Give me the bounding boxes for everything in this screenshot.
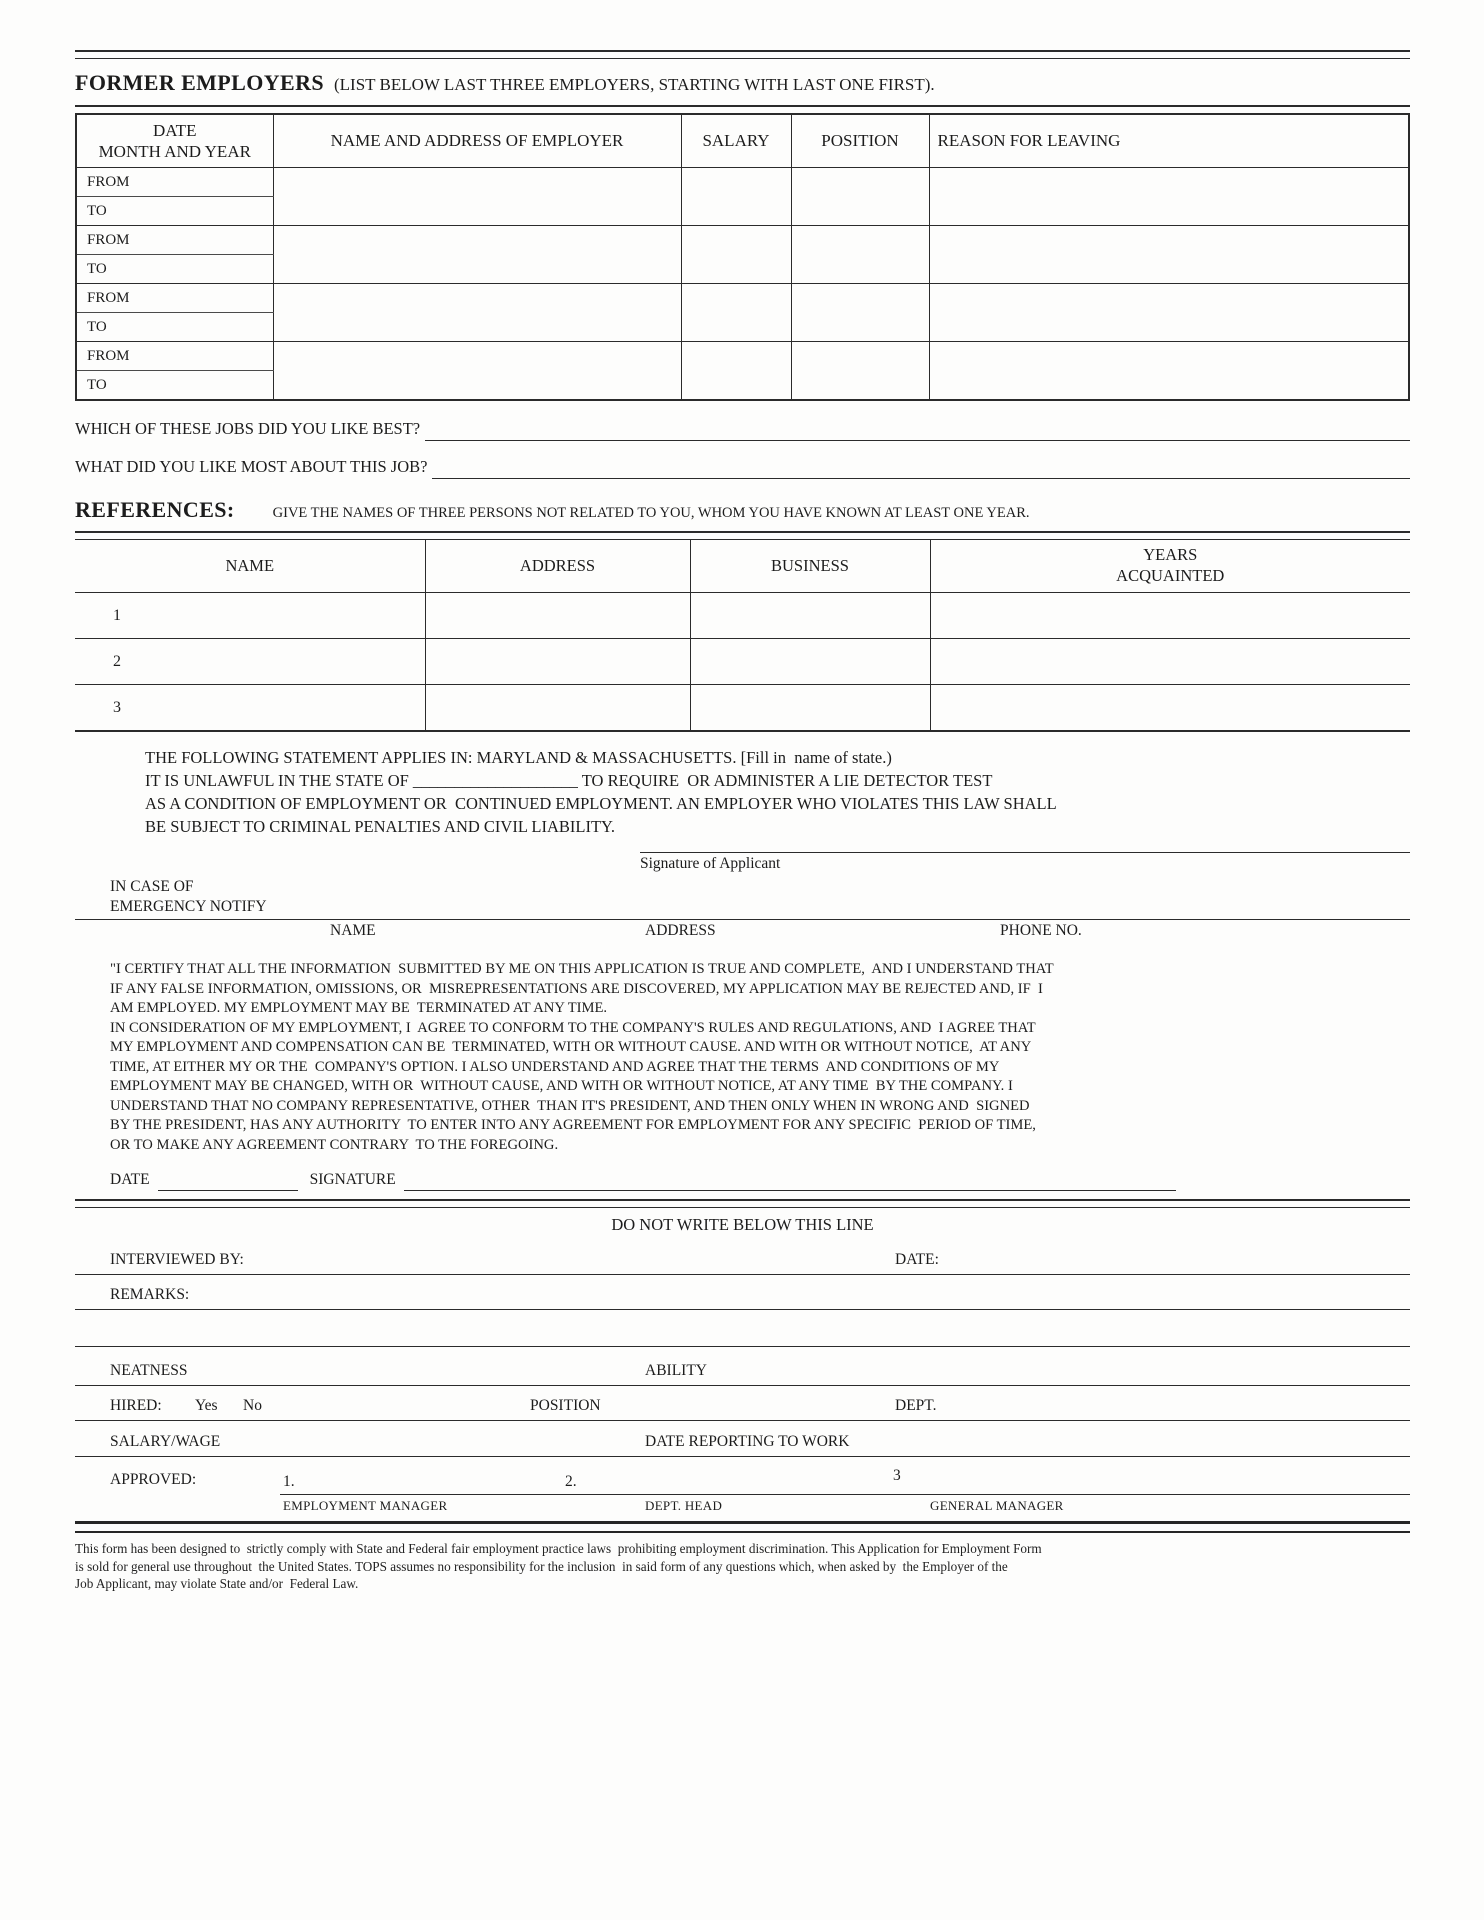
employer-2-salary-cell	[681, 226, 791, 284]
lie-detector-line-3: AS A CONDITION OF EMPLOYMENT OR CONTINUED EMPLOYMENT. AN EMPLOYER WHO VIOLATES THIS LAW SHALL	[145, 794, 1057, 813]
emergency-line-1: IN CASE OF	[110, 878, 194, 895]
salary-wage-row	[75, 1421, 1410, 1457]
interviewed-by-row	[75, 1240, 1410, 1275]
col-header-salary: SALARY	[681, 115, 791, 168]
employers-header-row	[76, 115, 1409, 168]
ref-col-header-business: BUSINESS	[690, 540, 930, 593]
reference-1-business-cell	[690, 593, 930, 639]
reference-3-number: 3	[75, 685, 425, 732]
col-header-date-line2: MONTH AND YEAR	[98, 142, 251, 161]
hired-no-label: No	[243, 1397, 262, 1414]
legal-footer	[75, 1540, 1410, 1593]
employer-3-name-cell	[273, 284, 681, 342]
former-employers-header	[75, 59, 1410, 105]
certification-line-5: MY EMPLOYMENT AND COMPENSATION CAN BE TERMINATED, WITH OR WITHOUT CAUSE. AND WITH OR WITHOUT NOTICE, AT ANY	[110, 1039, 1032, 1055]
references-subtitle: GIVE THE NAMES OF THREE PERSONS NOT RELATED TO YOU, WHOM YOU HAVE KNOWN AT LEAST ONE YEAR.	[272, 505, 1030, 521]
employer-3-salary-cell	[681, 284, 791, 342]
dept-head-label: DEPT. HEAD	[645, 1498, 723, 1513]
office-section-top-rule	[75, 1199, 1410, 1208]
ref-col-header-name: NAME	[75, 540, 425, 593]
ref-col-header-address: ADDRESS	[425, 540, 690, 593]
employer-3-from-row	[76, 284, 1409, 313]
approved-label: APPROVED:	[110, 1471, 197, 1488]
dept-label: DEPT.	[895, 1397, 937, 1414]
ability-label: ABILITY	[645, 1362, 707, 1379]
ref-col-header-years	[930, 540, 1410, 593]
certification-line-8: UNDERSTAND THAT NO COMPANY REPRESENTATIVE, OTHER THAN IT'S PRESIDENT, AND THEN ONLY WHEN IN WRONG AND SIGNED	[110, 1097, 1030, 1114]
certification-line-7: EMPLOYMENT MAY BE CHANGED, WITH OR WITHOUT CAUSE, AND WITH OR WITHOUT NOTICE, AT ANY TIME BY THE COMPANY. I	[110, 1078, 1013, 1094]
employer-2-name-cell	[273, 226, 681, 284]
employer-1-from-label: FROM	[76, 168, 273, 197]
emergency-name-label: NAME	[330, 922, 376, 939]
ref-col-header-years-line1: YEARS	[1143, 545, 1198, 565]
remarks-continuation-line	[75, 1310, 1410, 1347]
certification-line-9: BY THE PRESIDENT, HAS ANY AUTHORITY TO ENTER INTO ANY AGREEMENT FOR EMPLOYMENT FOR ANY SPECIFIC PERIOD OF TIME,	[110, 1117, 1036, 1133]
remarks-label: REMARKS:	[110, 1286, 190, 1303]
certification-line-6: TIME, AT EITHER MY OR THE COMPANY'S OPTION. I ALSO UNDERSTAND AND AGREE THAT THE TERMS AND CONDITIONS OF MY	[110, 1058, 1000, 1075]
employer-1-reason-cell	[929, 168, 1409, 226]
footer-line-3: Job Applicant, may violate State and/or Federal Law.	[75, 1576, 359, 1591]
employer-2-from-label: FROM	[76, 226, 273, 255]
references-table-top-rule	[75, 531, 1410, 540]
general-manager-label: GENERAL MANAGER	[930, 1498, 1064, 1513]
col-header-employer: NAME AND ADDRESS OF EMPLOYER	[273, 115, 681, 168]
salary-wage-label: SALARY/WAGE	[110, 1433, 221, 1450]
certification-line-10: OR TO MAKE ANY AGREEMENT CONTRARY TO THE FOREGOING.	[110, 1136, 559, 1153]
reference-1-years-cell	[930, 593, 1410, 639]
col-header-date	[76, 115, 273, 168]
reference-2-years-cell	[930, 639, 1410, 685]
approved-row	[75, 1457, 1410, 1495]
employer-3-position-cell	[791, 284, 929, 342]
certification-line-4: IN CONSIDERATION OF MY EMPLOYMENT, I AGREE TO CONFORM TO THE COMPANY'S RULES AND REGULATIONS, AND I AGREE THAT	[110, 1019, 1036, 1036]
employer-1-position-cell	[791, 168, 929, 226]
reference-1-address-cell	[425, 593, 690, 639]
employer-4-position-cell	[791, 342, 929, 401]
employer-1-salary-cell	[681, 168, 791, 226]
references-title: REFERENCES:	[75, 497, 235, 522]
emergency-line-2: EMERGENCY NOTIFY	[110, 898, 267, 915]
reference-row-2	[75, 639, 1410, 685]
employer-1-from-row	[76, 168, 1409, 197]
question-liked-most-row	[75, 453, 1410, 479]
lie-detector-statement	[145, 746, 1410, 838]
remarks-row	[75, 1275, 1410, 1310]
lie-detector-line-4: BE SUBJECT TO CRIMINAL PENALTIES AND CIVIL LIABILITY.	[145, 817, 615, 836]
date-reporting-label: DATE REPORTING TO WORK	[645, 1433, 850, 1450]
question-best-job-label: WHICH OF THESE JOBS DID YOU LIKE BEST?	[75, 419, 421, 438]
approved-number-3: 3	[893, 1467, 901, 1484]
employer-2-to-label: TO	[76, 255, 273, 284]
emergency-phone-label: PHONE NO.	[1000, 922, 1082, 939]
employer-3-reason-cell	[929, 284, 1409, 342]
emergency-labels-row	[75, 920, 1410, 944]
employer-2-position-cell	[791, 226, 929, 284]
approved-number-2: 2.	[565, 1473, 577, 1490]
signature-label: SIGNATURE	[309, 1171, 396, 1188]
employer-4-from-row	[76, 342, 1409, 371]
reference-row-1	[75, 593, 1410, 639]
employer-4-to-label: TO	[76, 371, 273, 401]
certification-line-2: IF ANY FALSE INFORMATION, OMISSIONS, OR MISREPRESENTATIONS ARE DISCOVERED, MY APPLICATION MAY BE REJECTED AND, IF I	[110, 980, 1043, 997]
lie-detector-line-1: THE FOLLOWING STATEMENT APPLIES IN: MARYLAND & MASSACHUSETTS. [Fill in name of state.)	[145, 748, 892, 767]
ref-col-header-years-line2: ACQUAINTED	[1116, 566, 1225, 585]
question-best-job-row	[75, 415, 1410, 441]
employment-manager-label: EMPLOYMENT MANAGER	[283, 1498, 448, 1513]
date-label: DATE	[110, 1171, 150, 1188]
emergency-notify-block	[75, 877, 1410, 920]
reference-3-address-cell	[425, 685, 690, 732]
former-employers-title: FORMER EMPLOYERS	[75, 70, 325, 95]
applicant-signature-block	[640, 852, 1410, 873]
date-blank-line	[158, 1166, 298, 1191]
question-best-job-answer-line	[425, 414, 1410, 441]
employer-2-from-row	[76, 226, 1409, 255]
employer-1-to-label: TO	[76, 197, 273, 226]
interviewed-by-label: INTERVIEWED BY:	[110, 1251, 244, 1268]
neatness-ability-row	[75, 1347, 1410, 1386]
col-header-reason: REASON FOR LEAVING	[929, 115, 1409, 168]
hired-label: HIRED:	[110, 1397, 162, 1414]
reference-3-business-cell	[690, 685, 930, 732]
references-header-row	[75, 540, 1410, 593]
reference-row-3	[75, 685, 1410, 732]
employers-table-top-rule	[75, 105, 1410, 114]
signature-blank-line	[404, 1166, 1176, 1191]
approver-titles-row	[75, 1495, 1410, 1517]
references-header	[75, 497, 1410, 531]
employer-4-reason-cell	[929, 342, 1409, 401]
reference-1-number: 1	[75, 593, 425, 639]
hired-row	[75, 1386, 1410, 1421]
top-rule	[75, 50, 1410, 59]
col-header-date-line1: DATE	[153, 120, 197, 140]
emergency-address-label: ADDRESS	[645, 922, 716, 939]
employer-3-to-label: TO	[76, 313, 273, 342]
certification-line-3: AM EMPLOYED. MY EMPLOYMENT MAY BE TERMINATED AT ANY TIME.	[110, 1000, 608, 1016]
employer-4-name-cell	[273, 342, 681, 401]
do-not-write-label: DO NOT WRITE BELOW THIS LINE	[611, 1215, 874, 1234]
hired-yes-label: Yes	[195, 1397, 218, 1414]
neatness-label: NEATNESS	[110, 1362, 188, 1379]
employer-4-salary-cell	[681, 342, 791, 401]
reference-2-business-cell	[690, 639, 930, 685]
employer-3-from-label: FROM	[76, 284, 273, 313]
lie-detector-line-2: IT IS UNLAWFUL IN THE STATE OF ____________________ TO REQUIRE OR ADMINISTER A LIE DETECTOR TEST	[145, 771, 993, 790]
references-table	[75, 540, 1410, 732]
approved-number-1: 1.	[283, 1473, 295, 1490]
reference-3-years-cell	[930, 685, 1410, 732]
footer-line-1: This form has been designed to strictly comply with State and Federal fair employment practice laws prohibiting employment discrimination. This Application for Employment Form	[75, 1541, 1042, 1556]
footer-line-2: is sold for general use throughout the United States. TOPS assumes no responsibility for the inclusion in said form of any questions which, when asked by the Employer of the	[75, 1558, 1008, 1574]
former-employers-subtitle: (LIST BELOW LAST THREE EMPLOYERS, STARTING WITH LAST ONE FIRST).	[334, 75, 935, 94]
employer-4-from-label: FROM	[76, 342, 273, 371]
employer-1-name-cell	[273, 168, 681, 226]
reference-2-address-cell	[425, 639, 690, 685]
bottom-rule	[75, 1521, 1410, 1533]
position-label: POSITION	[530, 1397, 601, 1414]
form-content	[75, 0, 1410, 1593]
employer-2-reason-cell	[929, 226, 1409, 284]
interview-date-label: DATE:	[895, 1251, 939, 1268]
certification-line-1: "I CERTIFY THAT ALL THE INFORMATION SUBMITTED BY ME ON THIS APPLICATION IS TRUE AND COMPLETE, AND I UNDERSTAND THAT	[110, 961, 1054, 977]
col-header-position: POSITION	[791, 115, 929, 168]
former-employers-table	[75, 114, 1410, 401]
certification-statement	[110, 960, 1410, 1155]
question-liked-most-answer-line	[432, 452, 1410, 479]
signature-of-applicant-label: Signature of Applicant	[640, 855, 781, 872]
reference-2-number: 2	[75, 639, 425, 685]
date-signature-row	[110, 1167, 1410, 1191]
question-liked-most-label: WHAT DID YOU LIKE MOST ABOUT THIS JOB?	[75, 457, 428, 476]
